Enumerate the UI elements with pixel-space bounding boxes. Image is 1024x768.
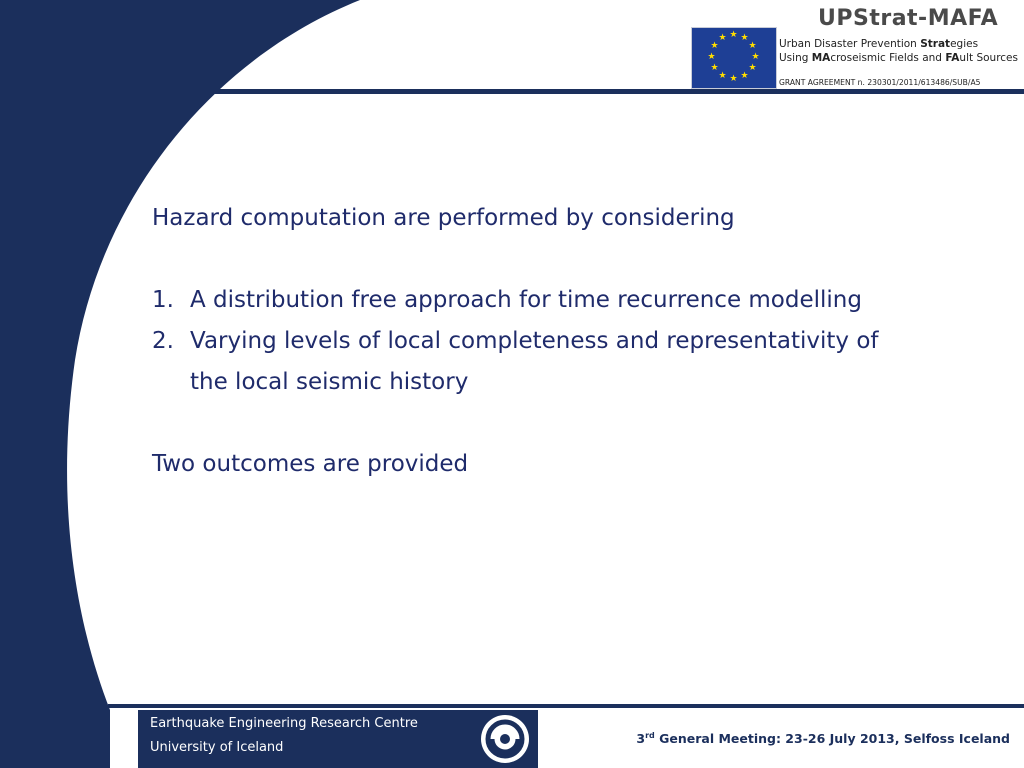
brand-tagline-2: Using MAcroseismic Fields and FAult Sources bbox=[779, 52, 1018, 64]
numbered-list bbox=[152, 280, 912, 403]
meeting-info: 3rd General Meeting: 23-26 July 2013, Selfoss Iceland bbox=[636, 731, 1010, 747]
list-item bbox=[152, 280, 912, 321]
header-rule bbox=[182, 89, 1024, 94]
brand-title: UPStrat-MAFA bbox=[818, 6, 999, 31]
list-number: 2. bbox=[152, 328, 174, 354]
list-number: 1. bbox=[152, 287, 174, 313]
footer-university: University of Iceland bbox=[150, 740, 284, 755]
footer-rule bbox=[108, 704, 1024, 708]
footer-org-name: Earthquake Engineering Research Centre bbox=[150, 716, 418, 731]
eerc-logo-icon bbox=[478, 712, 532, 766]
grant-agreement: GRANT AGREEMENT n. 230301/2011/613486/SUB/A5 bbox=[779, 78, 981, 87]
slide-content bbox=[152, 198, 912, 485]
list-text: Varying levels of local completeness and representativity of the local seismic history bbox=[190, 328, 879, 395]
list-text: A distribution free approach for time recurrence modelling bbox=[190, 287, 862, 313]
eu-flag-icon: ★ ★ ★ ★ ★ ★ ★ ★ ★ ★ ★ ★ bbox=[691, 27, 777, 89]
list-item bbox=[152, 321, 912, 403]
brand-tagline-1: Urban Disaster Prevention Strategies bbox=[779, 38, 979, 50]
intro-text: Hazard computation are performed by considering bbox=[152, 205, 735, 231]
closing-text: Two outcomes are provided bbox=[152, 451, 469, 477]
